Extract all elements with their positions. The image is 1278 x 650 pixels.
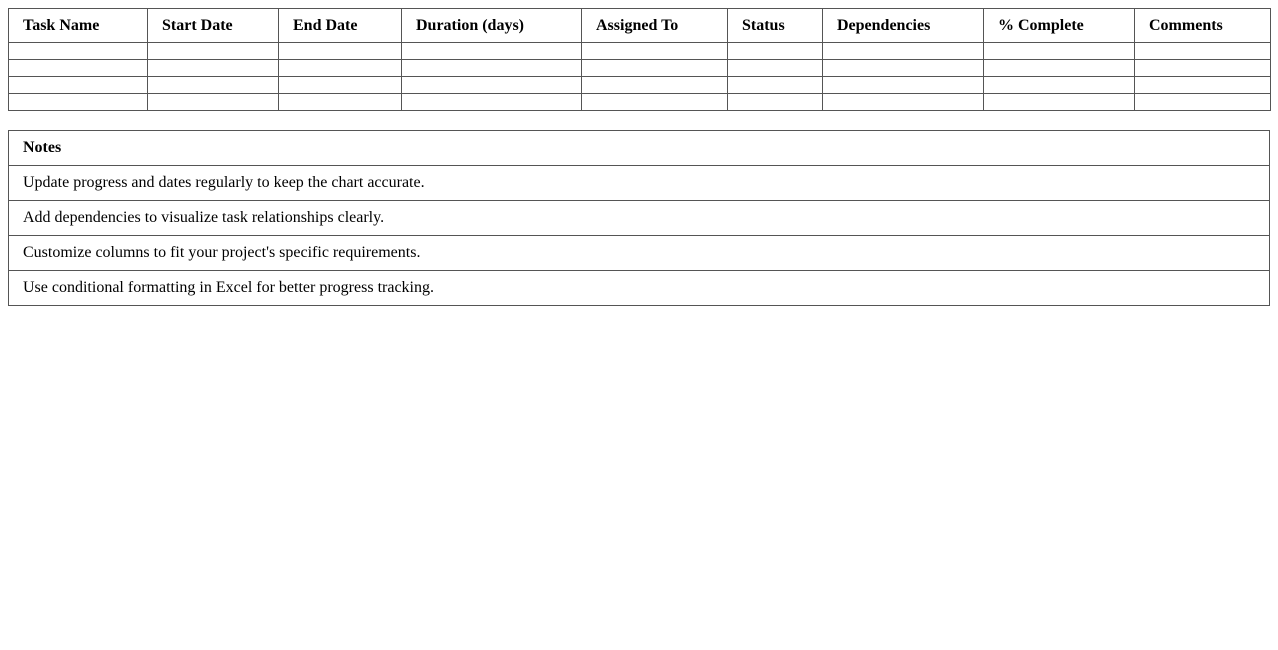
end-date-cell[interactable] bbox=[279, 43, 402, 60]
task-name-cell[interactable] bbox=[9, 60, 148, 77]
start-date-cell[interactable] bbox=[148, 94, 279, 111]
table-row bbox=[9, 94, 1271, 111]
dependencies-cell[interactable] bbox=[823, 60, 984, 77]
status-cell[interactable] bbox=[728, 77, 823, 94]
percent-complete-cell[interactable] bbox=[984, 43, 1135, 60]
assigned-to-cell[interactable] bbox=[582, 43, 728, 60]
note-item: Update progress and dates regularly to keep the chart accurate. bbox=[9, 166, 1270, 201]
comments-cell[interactable] bbox=[1135, 43, 1271, 60]
notes-row bbox=[9, 271, 1270, 306]
column-header-comments: Comments bbox=[1135, 9, 1271, 43]
status-cell[interactable] bbox=[728, 60, 823, 77]
column-header-start-date: Start Date bbox=[148, 9, 279, 43]
notes-header-row bbox=[9, 131, 1270, 166]
note-item: Use conditional formatting in Excel for better progress tracking. bbox=[9, 271, 1270, 306]
column-header-dependencies: Dependencies bbox=[823, 9, 984, 43]
column-header-end-date: End Date bbox=[279, 9, 402, 43]
table-row bbox=[9, 60, 1271, 77]
notes-table bbox=[8, 130, 1270, 306]
column-header-task-name: Task Name bbox=[9, 9, 148, 43]
assigned-to-cell[interactable] bbox=[582, 77, 728, 94]
assigned-to-cell[interactable] bbox=[582, 60, 728, 77]
column-header-duration: Duration (days) bbox=[402, 9, 582, 43]
note-item: Customize columns to fit your project's specific requirements. bbox=[9, 236, 1270, 271]
status-cell[interactable] bbox=[728, 43, 823, 60]
start-date-cell[interactable] bbox=[148, 60, 279, 77]
notes-row bbox=[9, 236, 1270, 271]
notes-row bbox=[9, 201, 1270, 236]
task-name-cell[interactable] bbox=[9, 77, 148, 94]
notes-header: Notes bbox=[9, 131, 1270, 166]
start-date-cell[interactable] bbox=[148, 77, 279, 94]
table-row bbox=[9, 43, 1271, 60]
comments-cell[interactable] bbox=[1135, 60, 1271, 77]
comments-cell[interactable] bbox=[1135, 94, 1271, 111]
notes-row bbox=[9, 166, 1270, 201]
duration-cell[interactable] bbox=[402, 94, 582, 111]
percent-complete-cell[interactable] bbox=[984, 77, 1135, 94]
end-date-cell[interactable] bbox=[279, 77, 402, 94]
table-row bbox=[9, 77, 1271, 94]
column-header-assigned-to: Assigned To bbox=[582, 9, 728, 43]
task-name-cell[interactable] bbox=[9, 43, 148, 60]
dependencies-cell[interactable] bbox=[823, 43, 984, 60]
task-table-header-row bbox=[9, 9, 1271, 43]
task-name-cell[interactable] bbox=[9, 94, 148, 111]
column-header-status: Status bbox=[728, 9, 823, 43]
duration-cell[interactable] bbox=[402, 77, 582, 94]
dependencies-cell[interactable] bbox=[823, 94, 984, 111]
percent-complete-cell[interactable] bbox=[984, 60, 1135, 77]
percent-complete-cell[interactable] bbox=[984, 94, 1135, 111]
duration-cell[interactable] bbox=[402, 60, 582, 77]
note-item: Add dependencies to visualize task relationships clearly. bbox=[9, 201, 1270, 236]
dependencies-cell[interactable] bbox=[823, 77, 984, 94]
column-header-percent-complete: % Complete bbox=[984, 9, 1135, 43]
assigned-to-cell[interactable] bbox=[582, 94, 728, 111]
status-cell[interactable] bbox=[728, 94, 823, 111]
comments-cell[interactable] bbox=[1135, 77, 1271, 94]
task-table bbox=[8, 8, 1271, 111]
end-date-cell[interactable] bbox=[279, 60, 402, 77]
end-date-cell[interactable] bbox=[279, 94, 402, 111]
duration-cell[interactable] bbox=[402, 43, 582, 60]
start-date-cell[interactable] bbox=[148, 43, 279, 60]
